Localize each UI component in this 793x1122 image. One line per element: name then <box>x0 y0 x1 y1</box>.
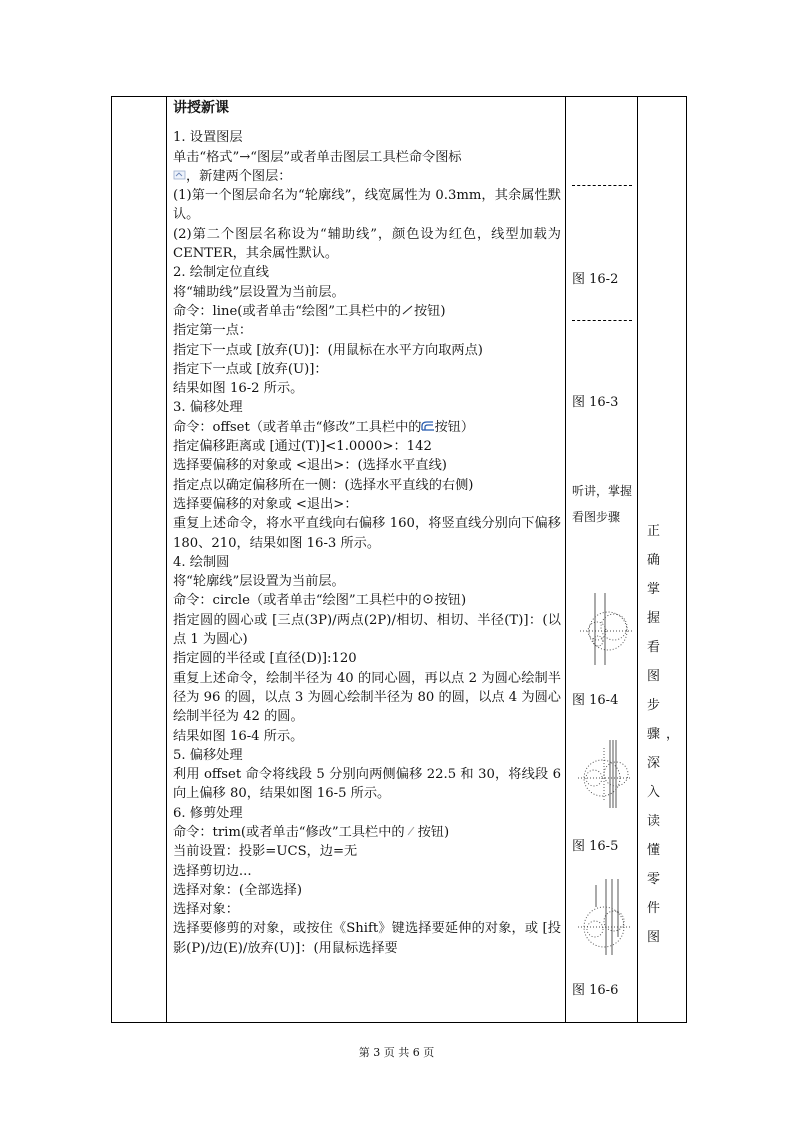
text-line: 选择剪切边... <box>173 863 252 879</box>
layer-icon <box>173 168 186 180</box>
text-line: 指定点以确定偏移所在一侧：(选择水平直线的右侧) <box>173 477 474 493</box>
text-fragment: 按钮) <box>414 303 446 319</box>
text-line: 重复上述命令，将水平直线向右偏移 160，将竖直线分别向下偏移 180、210，结果如图 16-3 所示。 <box>173 516 561 551</box>
text-line: 结果如图 16-2 所示。 <box>173 381 304 397</box>
text-fragment: 按钮) <box>417 824 450 840</box>
figure-label: 图 16-5 <box>572 839 619 854</box>
step-title: 6. 修剪处理 <box>173 805 243 821</box>
page-footer: 第 3 页 共 6 页 <box>358 1046 435 1059</box>
text-line <box>173 302 561 321</box>
text-fragment: 命令：line(或者单击“绘图”工具栏中的 <box>173 303 401 319</box>
text-line: 利用 offset 命令将线段 5 分别向两侧偏移 22.5 和 30，将线段 6 向上偏移 80，结果如图 16-5 所示。 <box>173 767 561 802</box>
text-line: 指定偏移距离或 [通过(T)]<1.0000>：142 <box>173 439 432 455</box>
step-title: 4. 绘制圆 <box>173 554 230 570</box>
step-title: 1. 设置图层 <box>173 130 243 146</box>
text-line: 选择对象：(全部选择) <box>173 882 302 898</box>
text-fragment: 按钮） <box>434 419 475 435</box>
text-line: (1)第一个图层命名为“轮廓线”，线宽属性为 0.3mm，其余属性默认。 <box>173 188 561 223</box>
figure-column <box>566 97 638 1023</box>
text-line <box>173 591 561 610</box>
learning-objective: 正确掌握看图步骤，深入读懂零件图 <box>647 524 686 945</box>
objective-column <box>638 97 687 1023</box>
line-icon <box>401 303 414 315</box>
blank-column <box>112 97 167 1023</box>
text-line: 将“辅助线”层设置为当前层。 <box>173 284 345 300</box>
text-line: 选择要偏移的对象或 <退出>： <box>173 496 358 512</box>
text-fragment: 命令：circle（或者单击“绘图”工具栏中的 <box>173 593 422 609</box>
text-line: 选择对象： <box>173 902 239 918</box>
lesson-table <box>111 96 687 1023</box>
text-line: 指定第一点： <box>173 323 253 339</box>
figure-16-6-drawing <box>576 877 632 957</box>
text-line <box>173 167 561 186</box>
text-line: 单击“格式”→“图层”或者单击图层工具栏命令图标 <box>173 149 462 165</box>
text-line: 结果如图 16-4 所示。 <box>173 728 304 744</box>
figure-label: 图 16-2 <box>572 272 619 287</box>
figure-16-2-placeholder <box>572 185 632 186</box>
text-line: 将“轮廓线”层设置为当前层。 <box>173 574 345 590</box>
trim-icon <box>405 824 418 836</box>
circle-icon <box>422 592 435 604</box>
text-line: 指定下一点或 [放弃(U)]： <box>173 361 328 377</box>
text-line: 选择要偏移的对象或 <退出>：(选择水平直线) <box>173 458 447 474</box>
text-line: 重复上述命令，绘制半径为 40 的同心圆，再以点 2 为圆心绘制半径为 96 的圆，以点 3 为圆心绘制半径为 80 的圆，以点 4 为圆心绘制半径为 42 的圆。 <box>173 670 561 725</box>
text-line: (2)第二个图层名称设为“辅助线”，颜色设为红色，线型加载为 CENTER，其余属性默认。 <box>173 226 561 262</box>
text-line <box>173 418 561 437</box>
text-fragment: ，新建两个图层： <box>186 168 292 184</box>
step-title: 3. 偏移处理 <box>173 400 243 416</box>
text-fragment: 按钮) <box>434 593 467 609</box>
text-line: 指定圆的半径或 [直径(D)]:120 <box>173 651 357 667</box>
lesson-content-cell <box>167 97 566 1023</box>
figure-16-3-placeholder <box>572 320 632 321</box>
text-fragment: 命令：trim(或者单击“修改”工具栏中的 <box>173 824 405 840</box>
figure-label: 图 16-6 <box>572 983 619 998</box>
figure-label: 图 16-3 <box>572 395 619 410</box>
text-line: 当前设置：投影=UCS，边=无 <box>173 844 358 860</box>
text-fragment: 命令：offset（或者单击“修改”工具栏中的 <box>173 419 422 435</box>
figure-16-5-drawing <box>576 738 632 810</box>
text-line: 指定下一点或 [放弃(U)]：(用鼠标在水平方向取两点) <box>173 342 483 358</box>
section-heading: 讲授新课 <box>173 100 229 116</box>
text-line <box>173 823 561 842</box>
step-title: 5. 偏移处理 <box>173 747 243 763</box>
text-line: 指定圆的圆心或 [三点(3P)/两点(2P)/相切、相切、半径(T)]：(以点 1 为圆心) <box>173 612 561 648</box>
method-text: 听讲，掌握看图步骤 <box>572 484 633 524</box>
figure-label: 图 16-4 <box>572 693 619 708</box>
figure-16-4-drawing <box>578 591 634 667</box>
step-title: 2. 绘制定位直线 <box>173 265 269 281</box>
text-line: 选择要修剪的对象，或按住《Shift》键选择要延伸的对象，或 [投影(P)/边(E)/放弃(U)]：(用鼠标选择要 <box>173 921 561 956</box>
offset-icon <box>421 419 434 431</box>
